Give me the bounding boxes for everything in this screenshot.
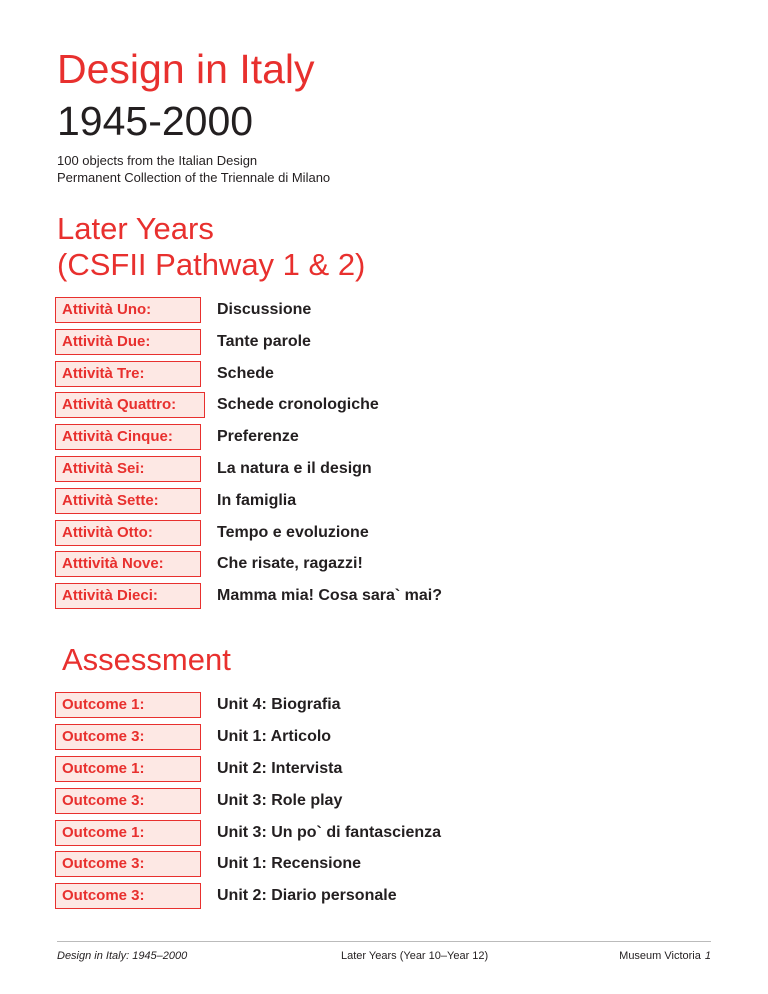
activity-label: Attività Sette: <box>55 488 201 514</box>
activity-value: Preferenze <box>217 428 299 446</box>
outcome-label: Outcome 1: <box>55 756 201 782</box>
footer-document-title: Design in Italy: 1945–2000 <box>57 950 188 962</box>
activity-value: Tante parole <box>217 332 311 350</box>
activity-value: In famiglia <box>217 491 297 509</box>
activity-value: Tempo e evoluzione <box>217 523 369 541</box>
activity-value: Schede cronologiche <box>217 396 379 414</box>
outcome-label: Outcome 1: <box>55 820 201 846</box>
subtitle-line-2: Permanent Collection of the Triennale di Milano <box>57 170 331 185</box>
activity-label: Attività Uno: <box>55 297 201 323</box>
subtitle-line-1: 100 objects from the Italian Design <box>57 153 258 168</box>
footer-divider <box>57 941 711 942</box>
unit-value: Unit 1: Articolo <box>217 727 332 745</box>
activity-label: Attività Cinque: <box>55 424 201 450</box>
document-years: 1945-2000 <box>57 98 254 144</box>
activity-value: Che risate, ragazzi! <box>217 555 363 573</box>
unit-value: Unit 3: Un po` di fantascienza <box>217 823 442 841</box>
activity-label: Attività Due: <box>55 329 201 355</box>
outcome-label: Outcome 3: <box>55 851 201 877</box>
page-number: 1 <box>704 950 711 962</box>
unit-value: Unit 2: Diario personale <box>217 887 397 905</box>
activity-value: Discussione <box>217 301 312 318</box>
activity-label: Atttività Nove: <box>55 551 201 577</box>
assessment-heading: Assessment <box>62 642 231 677</box>
unit-value: Unit 4: Biografia <box>217 696 341 713</box>
later-years-heading <box>57 211 365 283</box>
footer-section: Later Years (Year 10–Year 12) <box>341 950 489 962</box>
unit-value: Unit 2: Intervista <box>217 759 343 777</box>
outcome-label: Outcome 3: <box>55 724 201 750</box>
footer-publisher-name: Museum Victoria <box>619 950 701 962</box>
activity-value: Schede <box>217 364 274 382</box>
activity-label: Attività Dieci: <box>55 583 201 609</box>
activity-label: Attività Sei: <box>55 456 201 482</box>
activity-label: Attività Quattro: <box>55 392 205 418</box>
outcome-label: Outcome 3: <box>55 883 201 909</box>
later-years-title-line-1: Later Years <box>57 211 214 246</box>
footer-publisher <box>619 950 711 962</box>
activity-value: La natura e il design <box>217 459 372 477</box>
outcome-label: Outcome 3: <box>55 788 201 814</box>
document-title: Design in Italy <box>57 46 315 92</box>
document-subtitle <box>57 152 330 186</box>
activity-value: Mamma mia! Cosa sara` mai? <box>217 587 442 605</box>
unit-value: Unit 1: Recensione <box>217 855 362 873</box>
outcome-label: Outcome 1: <box>55 692 201 718</box>
later-years-title-line-2: (CSFII Pathway 1 & 2) <box>57 247 366 282</box>
activity-label: Attività Otto: <box>55 520 201 546</box>
unit-value: Unit 3: Role play <box>217 791 343 809</box>
activity-label: Attività Tre: <box>55 361 201 387</box>
